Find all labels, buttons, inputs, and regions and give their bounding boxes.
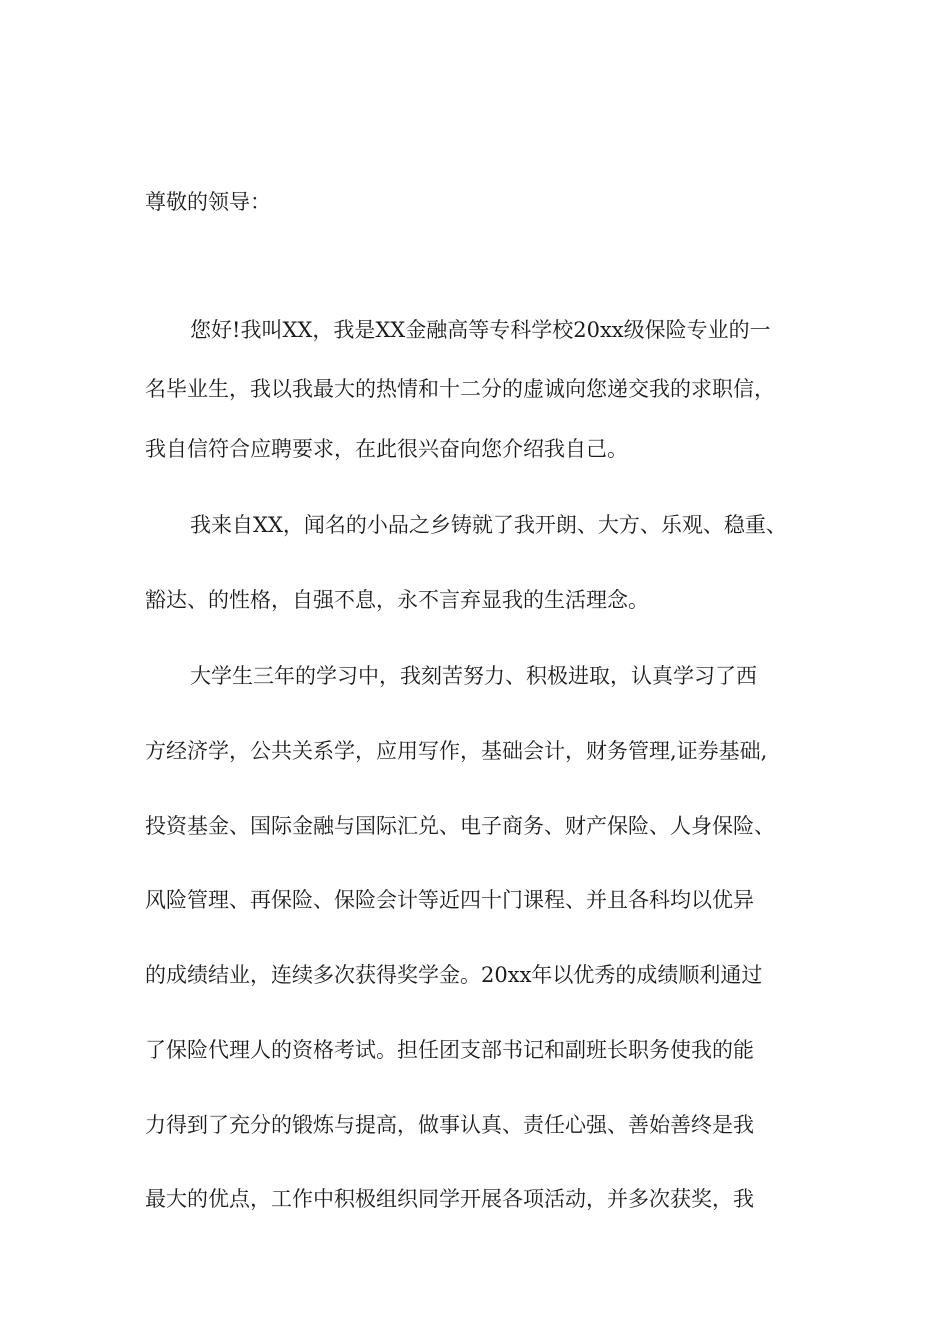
paragraph-line: 风险管理、再保险、保险会计等近四十门课程、并且各科均以优异 <box>145 888 754 912</box>
paragraph-line: 我来自XX，闻名的小品之乡铸就了我开朗、大方、乐观、稳重、 <box>190 513 787 537</box>
paragraph-line: 力得到了充分的锻炼与提高，做事认真、责任心强、善始善终是我 <box>145 1113 754 1137</box>
salutation: 尊敬的领导： <box>145 190 271 214</box>
paragraph-line: 投资基金、国际金融与国际汇兑、电子商务、财产保险、人身保险、 <box>145 814 775 838</box>
paragraph-line: 您好!我叫XX，我是XX金融高等专科学校20xx级保险专业的一 <box>190 318 771 342</box>
paragraph-line: 方经济学，公共关系学，应用写作，基础会计，财务管理,证券基础, <box>145 739 768 763</box>
paragraph-line: 的成绩结业，连续多次获得奖学金。20xx年以优秀的成绩顺利通过 <box>145 963 763 987</box>
paragraph-line: 我自信符合应聘要求，在此很兴奋向您介绍我自己。 <box>145 437 628 461</box>
paragraph-line: 名毕业生，我以我最大的热情和十二分的虚诚向您递交我的求职信， <box>145 377 775 401</box>
paragraph-line: 了保险代理人的资格考试。担任团支部书记和副班长职务使我的能 <box>145 1038 754 1062</box>
paragraph-line: 豁达、的性格，自强不息，永不言弃显我的生活理念。 <box>145 588 649 612</box>
paragraph-line: 大学生三年的学习中，我刻苦努力、积极进取，认真学习了西 <box>190 664 757 688</box>
paragraph-line: 最大的优点，工作中积极组织同学开展各项活动，并多次获奖，我 <box>145 1187 754 1211</box>
